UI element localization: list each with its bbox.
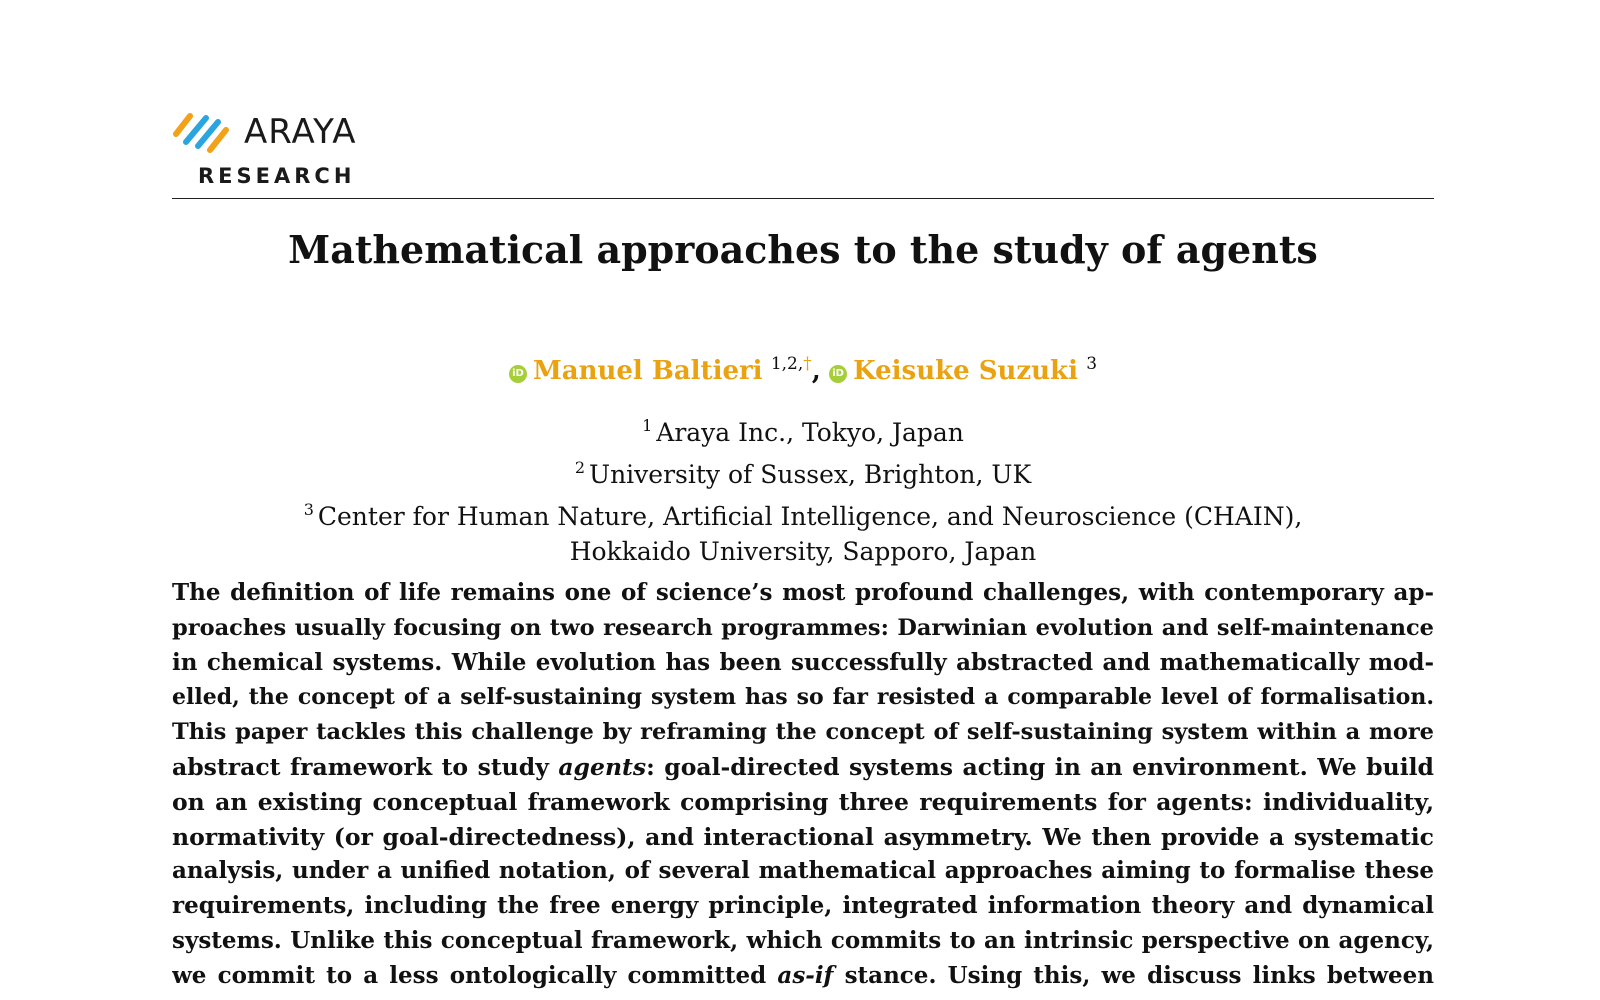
abstract-line bbox=[172, 715, 1434, 750]
affiliation-line bbox=[172, 408, 1434, 450]
affiliation-text: Hokkaido University, Sapporo, Japan bbox=[569, 537, 1037, 566]
abstract-text: The definition of life remains one of science’s most profound challenges, with contemporary ap- bbox=[172, 579, 1434, 606]
abstract-text: normativity (or goal-directedness), and interactional asymmetry. We then provide a systematic bbox=[172, 822, 1434, 851]
dagger-mark[interactable]: † bbox=[803, 354, 812, 374]
author-name-1[interactable]: Manuel Baltieri bbox=[532, 356, 763, 386]
author-list bbox=[172, 344, 1434, 391]
abstract-line bbox=[172, 924, 1434, 959]
author-sup-numbers-1: 1,2, bbox=[770, 354, 804, 374]
abstract-text: in chemical systems. While evolution has been successfully abstracted and mathematically mod- bbox=[172, 648, 1434, 676]
affiliation-number: 3 bbox=[303, 500, 314, 519]
abstract-text: proaches usually focusing on two research programmes: Darwinian evolution and self-maintenance bbox=[172, 614, 1434, 641]
abstract-text: This paper tackles this challenge by reframing the concept of self-sustaining system within a more bbox=[172, 719, 1434, 746]
header-rule bbox=[172, 198, 1434, 199]
author-name-2[interactable]: Keisuke Suzuki bbox=[853, 356, 1078, 386]
araya-stripes-logo-mark bbox=[172, 112, 230, 156]
author-affiliation-sup-1 bbox=[771, 354, 812, 374]
affiliation-number: 1 bbox=[642, 416, 653, 435]
abstract-line bbox=[172, 750, 1434, 785]
abstract-text: : goal-directed systems acting in an environment. We build bbox=[646, 752, 1434, 781]
abstract-text: systems. Unlike this conceptual framework, which commits to an intrinsic perspective on agency, bbox=[172, 926, 1434, 954]
abstract-emphasis: as-if bbox=[777, 961, 834, 989]
abstract-text: requirements, including the free energy principle, integrated information theory and dynamical bbox=[172, 892, 1434, 920]
abstract-line bbox=[172, 959, 1434, 994]
affiliation-line bbox=[172, 492, 1434, 534]
logo-name: ARAYA bbox=[244, 112, 357, 152]
abstract-text: abstract framework to study bbox=[172, 752, 559, 781]
abstract-line bbox=[172, 820, 1434, 855]
affiliation-line bbox=[172, 534, 1434, 569]
affiliation-text: Center for Human Nature, Artificial Intelligence, and Neuroscience (CHAIN), bbox=[317, 502, 1303, 531]
logo-subtitle: RESEARCH bbox=[198, 164, 356, 188]
orcid-icon[interactable]: iD bbox=[509, 365, 527, 383]
abstract-line bbox=[172, 889, 1434, 924]
abstract-line bbox=[172, 646, 1434, 681]
abstract-line bbox=[172, 576, 1434, 611]
affiliation-line bbox=[172, 450, 1434, 492]
abstract-text: elled, the concept of a self-sustaining system has so far resisted a comparable level of formalisation. bbox=[172, 684, 1434, 711]
araya-research-logo bbox=[172, 112, 372, 192]
affiliations bbox=[172, 408, 1434, 569]
abstract-line bbox=[172, 611, 1434, 646]
author-separator: , bbox=[811, 356, 821, 386]
abstract-line bbox=[172, 854, 1434, 889]
paper-title: Mathematical approaches to the study of agents bbox=[288, 227, 1318, 272]
abstract-text: stance. Using this, we discuss links between bbox=[833, 961, 1434, 989]
author-affiliation-sup-2: 3 bbox=[1086, 354, 1098, 374]
affiliation-text: University of Sussex, Brighton, UK bbox=[589, 460, 1032, 489]
abstract-line bbox=[172, 785, 1434, 820]
affiliation-text: Araya Inc., Tokyo, Japan bbox=[656, 418, 964, 447]
abstract-emphasis: agents bbox=[558, 752, 647, 781]
abstract-text: we commit to a less ontologically committed bbox=[172, 961, 778, 989]
orcid-icon[interactable]: iD bbox=[829, 365, 847, 383]
abstract-text: analysis, under a unified notation, of several mathematical approaches aiming to formalise these bbox=[172, 857, 1434, 885]
affiliation-number: 2 bbox=[574, 458, 585, 477]
abstract-text: on an existing conceptual framework comprising three requirements for agents: individuality, bbox=[172, 787, 1434, 816]
abstract bbox=[172, 576, 1434, 994]
abstract-line bbox=[172, 680, 1434, 715]
